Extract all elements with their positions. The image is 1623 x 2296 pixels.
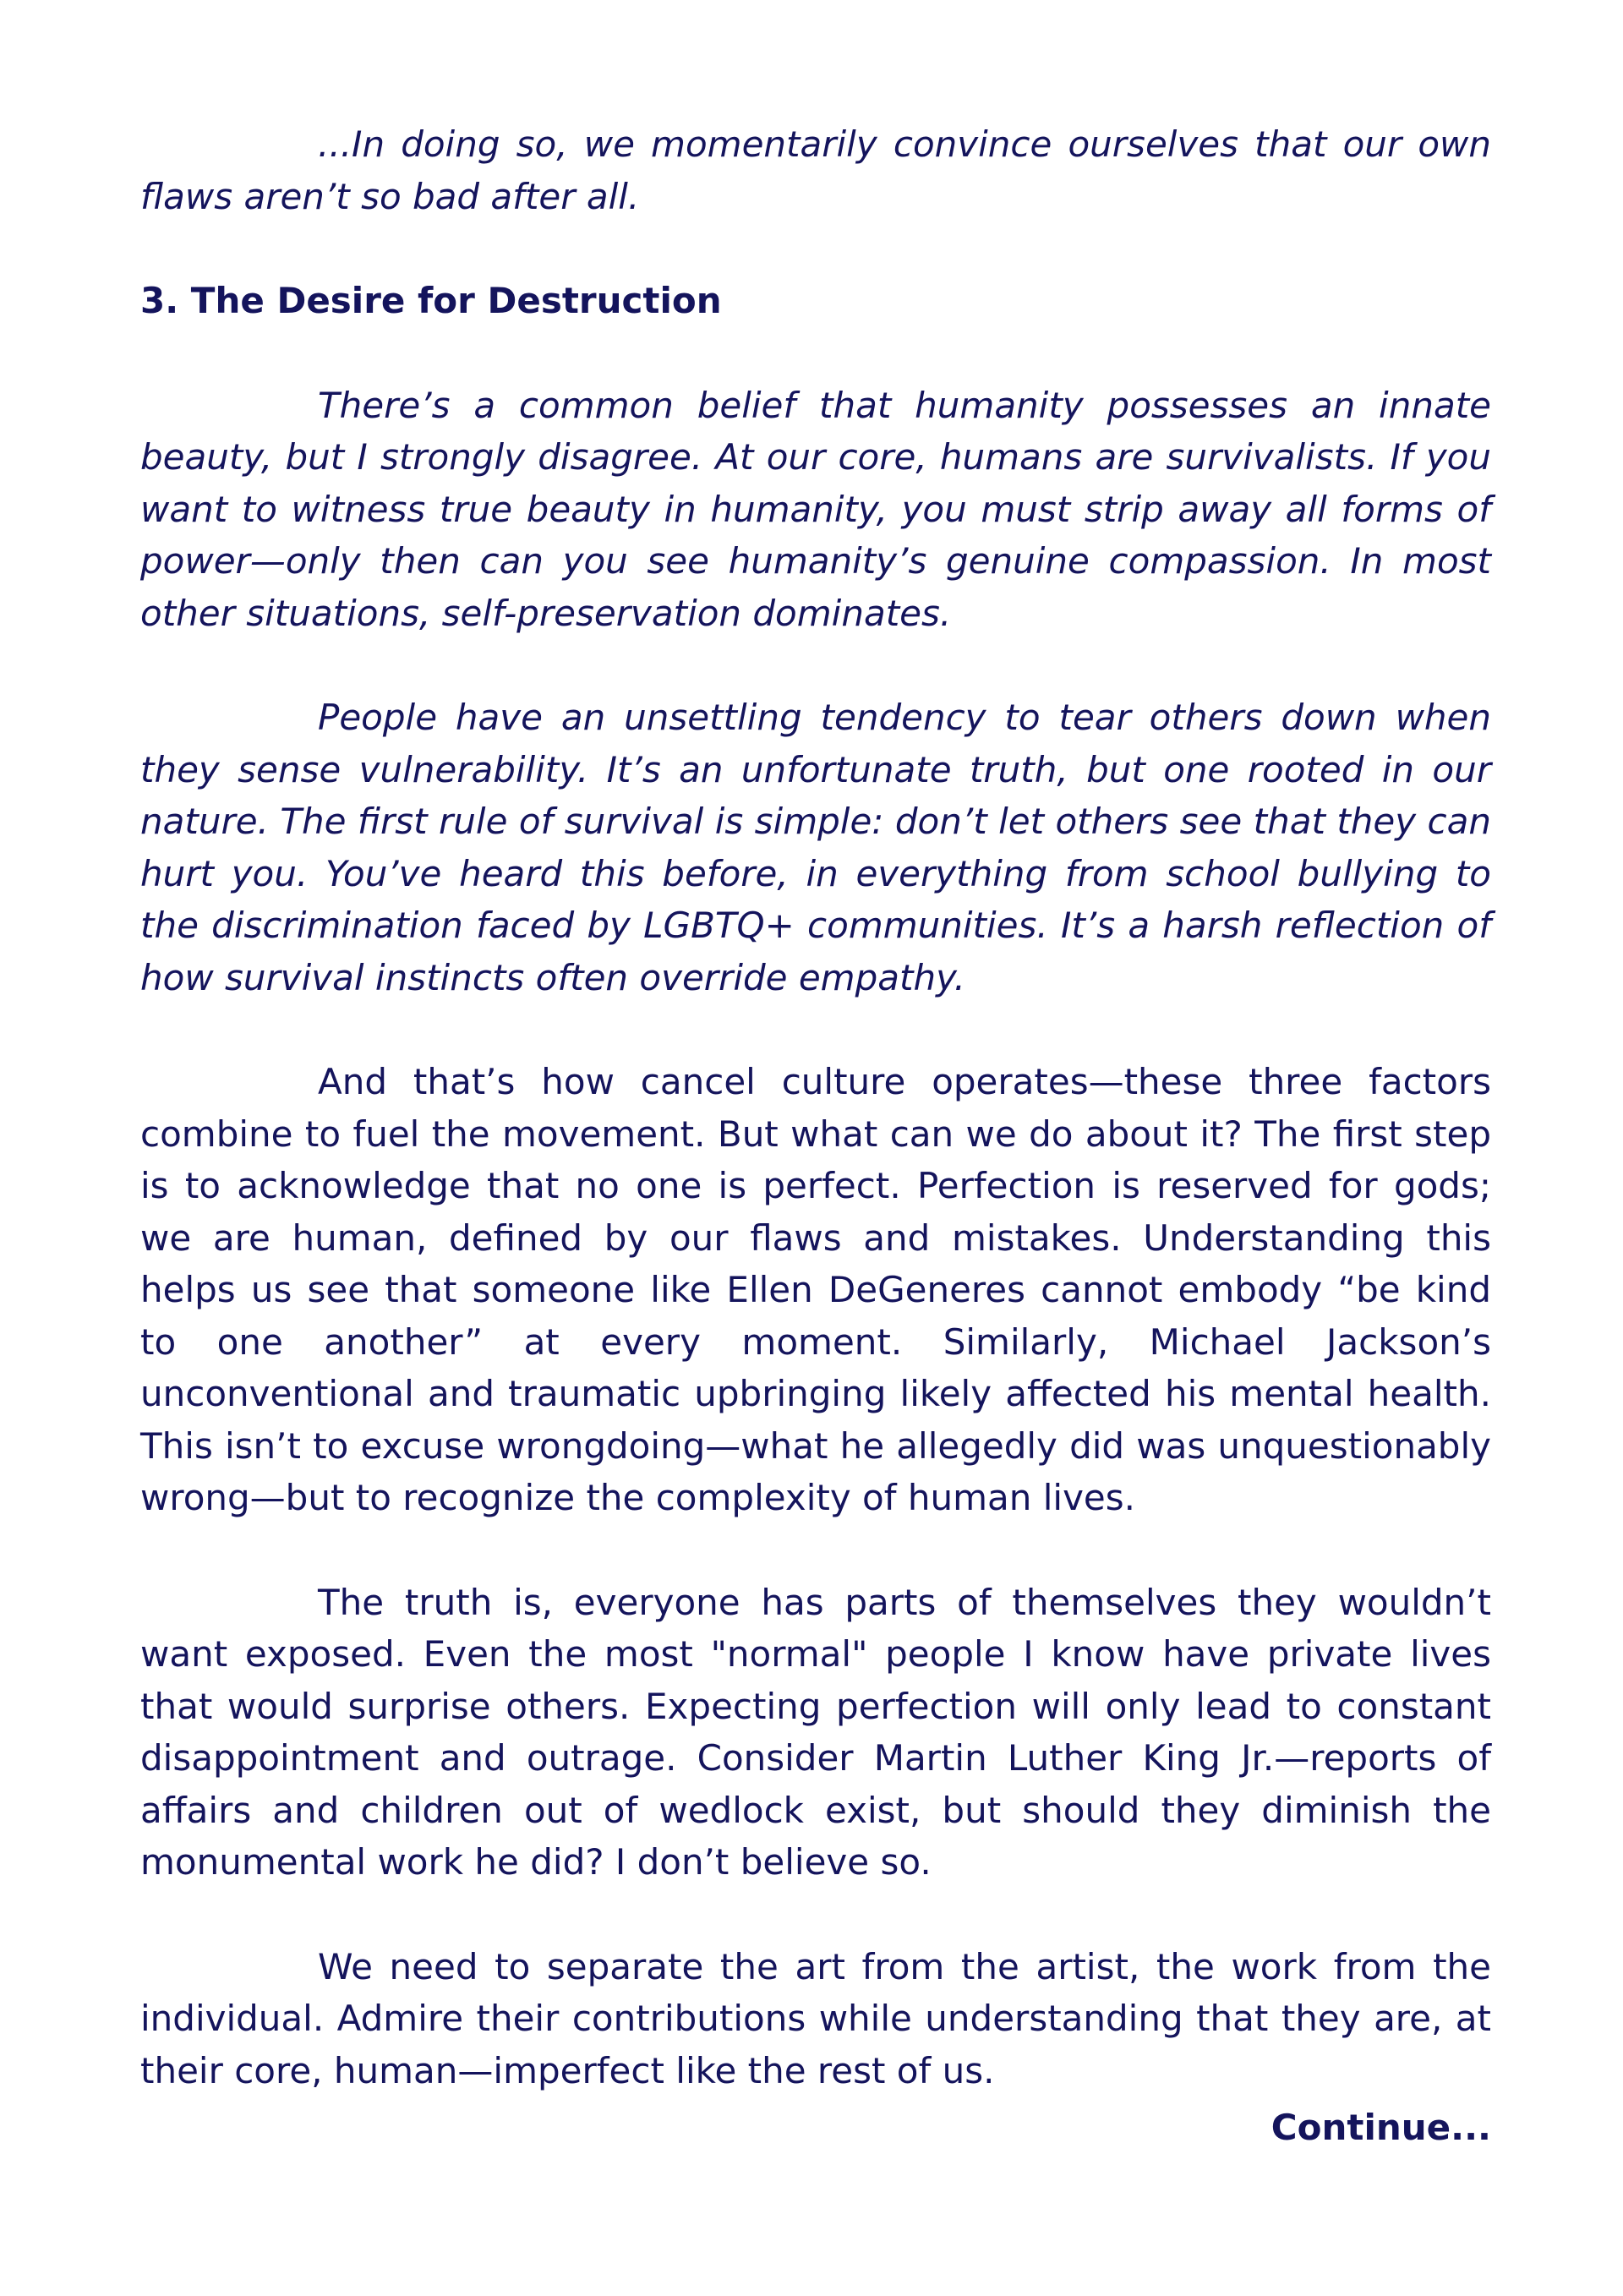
section-heading: 3. The Desire for Destruction	[140, 280, 722, 321]
continue-label: Continue...	[1271, 2107, 1491, 2148]
intro-continuation-paragraph: ...In doing so, we momentarily convince ourselves that our own flaws aren’t so bad after all.	[140, 123, 1491, 217]
paragraph-vulnerability: People have an unsettling tendency to tear others down when they sense vulnerability. It’s an unfortunate truth, but one rooted in our nature. The first rule of survival is simple: don’t let others see that they can hurt you. You’ve heard this before, in everything from school bullying to the discrimination faced by LGBTQ+ communities. It’s a harsh reflection of how survival instincts often override empathy.	[140, 697, 1491, 998]
paragraph-cancel-culture: And that’s how cancel culture operates—these three factors combine to fuel the movement. But what can we do about it? The first step is to acknowledge that no one is perfect. Perfection is reserved for gods; we are human, defined by our flaws and mistakes. Understanding this helps us see that someone like Ellen DeGeneres cannot embody “be kind to one another” at every moment. Similarly, Michael Jackson’s unconventional and traumatic upbringing likely affected his mental health. This isn’t to excuse wrongdoing—what he allegedly did was unquestionably wrong—but to recognize the complexity of human lives.	[140, 1061, 1491, 1518]
paragraph-separate-art: We need to separate the art from the artist, the work from the individual. Admire their contributions while understanding that they are, at their core, human—imperfect like the rest of us.	[140, 1945, 1491, 2091]
document-page	[140, 118, 1491, 2154]
paragraph-innate-beauty: There’s a common belief that humanity possesses an innate beauty, but I strongly disagree. At our core, humans are survivalists. If you want to witness true beauty in humanity, you must strip away all forms of power—only then can you see humanity’s genuine compassion. In most other situations, self-preservation dominates.	[140, 384, 1491, 634]
paragraph-truth: The truth is, everyone has parts of themselves they wouldn’t want exposed. Even the most "normal" people I know have private lives that would surprise others. Expecting perfection will only lead to constant disappointment and outrage. Consider Martin Luther King Jr.—reports of affairs and children out of wedlock exist, but should they diminish the monumental work he did? I don’t believe so.	[140, 1581, 1491, 1883]
